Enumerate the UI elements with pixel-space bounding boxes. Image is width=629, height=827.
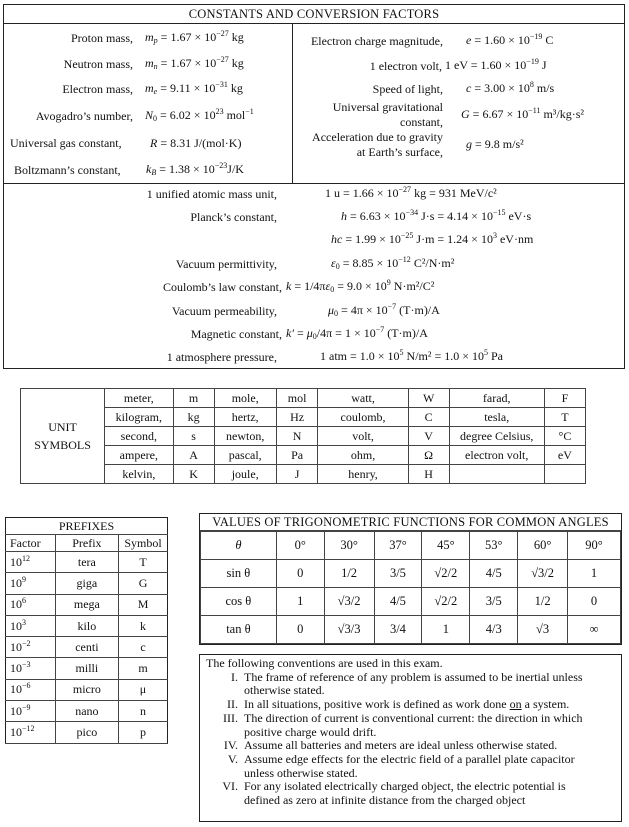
trig-sin-value: 1 [568, 560, 621, 588]
unit-name: joule, [214, 465, 276, 484]
trig-tan-value: √3 [518, 616, 568, 644]
avogadro-value: $N_0 = 6.02 \times 10^{23}$ mol$^{-1}$ [145, 107, 254, 123]
accel-value: g = 9.8 m/s² [466, 137, 524, 151]
convention-item [206, 698, 615, 712]
trig-sin-row [201, 560, 621, 588]
unit-name: watt, [318, 389, 408, 408]
unit-row [21, 408, 586, 427]
proton-label: Proton mass, [70, 31, 133, 45]
unit-symbol: J [276, 465, 317, 484]
unit-name: kelvin, [105, 465, 174, 484]
accel-label-2: at Earth’s surface, [356, 145, 443, 159]
convention-item [206, 712, 615, 739]
convention-item [206, 780, 615, 807]
coulomb-value: $k = 1/4\pi\varepsilon_0 = 9.0 \times 10^9$ N·m²/C² [286, 278, 435, 294]
magnetic-label: Magnetic constant, [190, 327, 282, 341]
prefix-factor: $10^{-6}$ [6, 679, 56, 700]
avogadro-label: Avogadro’s number, [35, 109, 133, 123]
grav-label-1: Universal gravitational [332, 100, 443, 114]
planck-label: Planck’s constant, [190, 210, 277, 224]
prefix-name: mega [55, 594, 118, 615]
planck-value: $h = 6.63 \times 10^{-34}$ $J\cdot s = 4.14 \times 10^{-15}$ eV·s [341, 208, 532, 223]
prefixes-panel [5, 517, 168, 744]
trig-tan-value: 4/3 [470, 616, 518, 644]
unit-row [21, 465, 586, 484]
trig-cos-value: 0 [568, 588, 621, 616]
prefix-symbol: n [119, 701, 168, 722]
trig-angle: 0° [276, 532, 324, 560]
unit-symbols-table [20, 388, 586, 484]
unit-symbol: mol [276, 389, 317, 408]
convention-item [206, 753, 615, 780]
prefix-col-symbol: Symbol [119, 535, 168, 552]
boltz-value: $k_B = 1.38 \times 10^{-23}J/K$ [146, 161, 244, 177]
ev-value: 1 eV = $1.60 \times 10^{-19}$ J [445, 57, 547, 72]
prefix-factor: $10^{-2}$ [6, 637, 56, 658]
prefix-row [6, 637, 168, 658]
prefix-row [6, 615, 168, 636]
convention-number: VI. [222, 779, 238, 794]
permeab-label: Vacuum permeability, [171, 304, 277, 318]
trig-tan-value: √3/3 [324, 616, 374, 644]
prefix-row [6, 552, 168, 573]
prefix-factor: $10^{-9}$ [6, 701, 56, 722]
trig-table [200, 531, 621, 644]
unit-name: hertz, [214, 408, 276, 427]
prefix-symbol: c [119, 637, 168, 658]
electron-value: $m_e = 9.11 \times 10^{-31}$ kg [145, 80, 243, 96]
prefix-factor: $10^{-12}$ [6, 722, 56, 743]
accel-label-1: Acceleration due to gravity [312, 130, 443, 144]
unit-name: ampere, [105, 446, 174, 465]
unit-symbol: s [173, 427, 214, 446]
unit-row [21, 389, 586, 408]
trig-sin-value: 3/5 [374, 560, 422, 588]
prefix-row [6, 658, 168, 679]
prefix-name: centi [55, 637, 118, 658]
prefix-row [6, 722, 168, 743]
perm-label: Vacuum permittivity, [175, 257, 277, 271]
unit-name: kilogram, [105, 408, 174, 427]
unit-row [21, 446, 586, 465]
prefix-factor: $10^9$ [6, 573, 56, 594]
unit-symbol: V [408, 427, 449, 446]
convention-item [206, 671, 615, 698]
trig-tan-label: tan θ [201, 616, 277, 644]
unit-name: volt, [318, 427, 408, 446]
electron-label: Electron mass, [62, 82, 133, 96]
neutron-value: $m_n = 1.67 \times 10^{-27}$ kg [145, 55, 244, 71]
trig-angle: 37° [374, 532, 422, 560]
unit-symbol: K [173, 465, 214, 484]
convention-text: In all situations, positive work is defined as work done on a system. [244, 697, 570, 712]
trig-cos-value: √2/2 [422, 588, 470, 616]
convention-text: The direction of current is conventional current: the direction in which positive charge would drift. [244, 710, 583, 739]
convention-number: V. [227, 751, 238, 766]
conventions-intro: The following conventions are used in this exam. [206, 656, 443, 670]
gas-label: Universal gas constant, [10, 136, 122, 150]
constants-title: CONSTANTS AND CONVERSION FACTORS [4, 5, 624, 24]
convention-text: Assume edge effects for the electric field of a parallel plate capacitor unless otherwise stated. [244, 751, 575, 780]
prefix-name: milli [55, 658, 118, 679]
unit-symbol: H [408, 465, 449, 484]
trig-angle: 53° [470, 532, 518, 560]
trig-sin-value: √3/2 [518, 560, 568, 588]
prefix-factor: $10^3$ [6, 615, 56, 636]
trig-angle: 30° [324, 532, 374, 560]
unit-name: tesla, [449, 408, 544, 427]
unit-symbol: W [408, 389, 449, 408]
conventions-panel [199, 654, 622, 822]
proton-value: $m_p = 1.67 \times 10^{-27}$ kg [145, 29, 244, 45]
convention-text: Assume all batteries and meters are ideal unless otherwise stated. [244, 738, 558, 753]
unit-symbol: kg [173, 408, 214, 427]
unit-symbol: Pa [276, 446, 317, 465]
convention-number: IV. [223, 738, 238, 753]
atm-value: 1 atm = $1.0 \times 10^5$ $N/m^2 = 1.0 \times 10^5$ Pa [320, 348, 503, 363]
unit-symbol: °C [544, 427, 585, 446]
prefix-name: kilo [55, 615, 118, 636]
unit-row [21, 427, 586, 446]
trig-cos-label: cos θ [201, 588, 277, 616]
trig-theta-header: θ [201, 532, 277, 560]
amu-value: 1 $u = 1.66 \times 10^{-27}$ kg = 931 MeV/c² [325, 185, 497, 200]
unit-name: meter, [105, 389, 174, 408]
atm-label: 1 atmosphere pressure, [166, 350, 277, 364]
unit-symbol: Hz [276, 408, 317, 427]
trig-angle: 45° [422, 532, 470, 560]
prefix-symbol: μ [119, 679, 168, 700]
prefixes-title: PREFIXES [58, 518, 115, 533]
prefix-factor: $10^{12}$ [6, 552, 56, 573]
trig-tan-value: ∞ [568, 616, 621, 644]
convention-number: I. [231, 669, 238, 684]
prefix-row [6, 594, 168, 615]
trig-tan-value: 3/4 [374, 616, 422, 644]
unit-name [449, 465, 544, 484]
unit-symbol: m [173, 389, 214, 408]
prefix-symbol: p [119, 722, 168, 743]
trig-tan-value: 0 [276, 616, 324, 644]
trig-cos-row [201, 588, 621, 616]
permeab-value: $\mu_0 = 4\pi \times 10^{-7}$ (T·m)/A [328, 302, 440, 318]
unit-symbols-panel [20, 388, 586, 484]
unit-symbol [544, 465, 585, 484]
prefix-factor: $10^6$ [6, 594, 56, 615]
unit-symbol: Ω [408, 446, 449, 465]
trig-cos-value: 1 [276, 588, 324, 616]
prefix-symbol: m [119, 658, 168, 679]
charge-value: $e = 1.60 \times 10^{-19}$ C [466, 32, 554, 47]
unit-symbol: F [544, 389, 585, 408]
prefix-name: micro [55, 679, 118, 700]
unit-name: henry, [318, 465, 408, 484]
trig-header-row [201, 532, 621, 560]
prefix-symbol: G [119, 573, 168, 594]
prefix-symbol: M [119, 594, 168, 615]
prefix-factor: $10^{-3}$ [6, 658, 56, 679]
convention-number: III. [223, 710, 238, 725]
convention-text: The frame of reference of any problem is assumed to be inertial unless otherwise stated. [244, 669, 583, 698]
unit-symbol: N [276, 427, 317, 446]
prefix-row [6, 701, 168, 722]
trig-sin-value: √2/2 [422, 560, 470, 588]
trig-cos-value: √3/2 [324, 588, 374, 616]
charge-label: Electron charge magnitude, [310, 34, 443, 48]
unit-name: coulomb, [318, 408, 408, 427]
unit-symbol: eV [544, 446, 585, 465]
prefix-row [6, 573, 168, 594]
gas-value: R = 8.31 J/(mol·K) [150, 136, 242, 150]
light-label: Speed of light, [372, 82, 443, 96]
unit-name: ohm, [318, 446, 408, 465]
trig-cos-value: 1/2 [518, 588, 568, 616]
prefix-symbol: k [119, 615, 168, 636]
ev-label: 1 electron volt, [369, 59, 442, 73]
unit-name: second, [105, 427, 174, 446]
unit-name: mole, [214, 389, 276, 408]
trig-sin-value: 0 [276, 560, 324, 588]
prefix-name: giga [55, 573, 118, 594]
unit-name: pascal, [214, 446, 276, 465]
coulomb-label: Coulomb’s law constant, [163, 280, 282, 294]
unit-name: farad, [449, 389, 544, 408]
unit-name: electron volt, [449, 446, 544, 465]
unit-symbol: A [173, 446, 214, 465]
hc-value: hc = $1.99 \times 10^{-25}$ $J\cdot m = 1.24 \times 10^3$ eV·nm [331, 231, 534, 246]
trig-cos-value: 3/5 [470, 588, 518, 616]
unit-symbols-heading: UNIT SYMBOLS [21, 389, 105, 484]
unit-symbol: T [544, 408, 585, 427]
unit-name: newton, [214, 427, 276, 446]
boltz-label: Boltzmann’s constant, [14, 163, 121, 177]
prefix-name: nano [55, 701, 118, 722]
trig-sin-value: 4/5 [470, 560, 518, 588]
convention-number: II. [227, 697, 238, 712]
prefix-row [6, 679, 168, 700]
neutron-label: Neutron mass, [63, 57, 133, 71]
prefix-col-factor: Factor [6, 535, 56, 552]
grav-label-2: constant, [400, 115, 443, 129]
trig-angle: 90° [568, 532, 621, 560]
prefix-name: pico [55, 722, 118, 743]
magnetic-value: $k' = \mu_0/4\pi = 1 \times 10^{-7}$ (T·m)/A [286, 325, 428, 341]
unit-name: degree Celsius, [449, 427, 544, 446]
prefix-name: tera [55, 552, 118, 573]
unit-symbol: C [408, 408, 449, 427]
convention-item [206, 739, 615, 753]
prefix-symbol: T [119, 552, 168, 573]
trig-tan-value: 1 [422, 616, 470, 644]
trig-cos-value: 4/5 [374, 588, 422, 616]
trig-title: VALUES OF TRIGONOMETRIC FUNCTIONS FOR COMMON ANGLES [200, 514, 621, 531]
trig-panel [199, 513, 622, 645]
convention-text: For any isolated electrically charged object, the electric potential is defined as zero at infinite distance from the charged object [244, 779, 566, 808]
trig-sin-label: sin θ [201, 560, 277, 588]
constants-hdivider [4, 183, 624, 184]
grav-value: $G = 6.67 \times 10^{-11}$ m³/kg·s² [461, 106, 584, 121]
trig-sin-value: 1/2 [324, 560, 374, 588]
perm-value: $\varepsilon_0 = 8.85 \times 10^{-12}$ C²/N·m² [331, 255, 455, 271]
prefixes-table [5, 517, 168, 744]
prefix-col-prefix: Prefix [55, 535, 118, 552]
light-value: $c = 3.00 \times 10^8$ m/s [466, 80, 555, 95]
trig-angle: 60° [518, 532, 568, 560]
amu-label: 1 unified atomic mass unit, [146, 187, 277, 201]
trig-tan-row [201, 616, 621, 644]
constants-divider [292, 24, 293, 183]
